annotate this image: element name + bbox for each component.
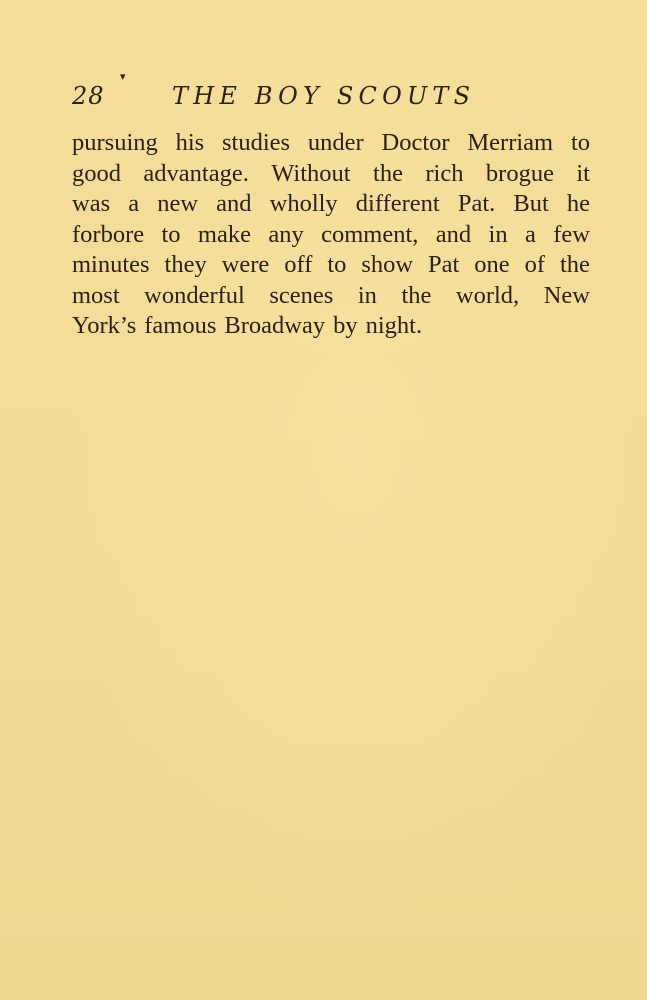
word: new: [157, 190, 199, 217]
word: to: [570, 129, 590, 156]
word: of: [524, 251, 546, 278]
word: off: [284, 251, 313, 278]
word: it: [576, 159, 590, 187]
word: they: [164, 251, 207, 278]
word: advantage.: [143, 159, 249, 187]
word: under: [307, 129, 364, 156]
word: one: [474, 251, 510, 278]
word: wonderful: [144, 281, 245, 309]
word: wholly: [269, 190, 338, 217]
word: to: [161, 220, 181, 248]
word: make: [197, 220, 251, 248]
running-title: THE BOY SCOUTS: [172, 82, 476, 110]
word: in: [488, 220, 508, 248]
page-header: [72, 70, 592, 118]
word: brogue: [485, 159, 554, 187]
text-line: [72, 311, 590, 342]
word: the: [373, 159, 403, 187]
word: show: [361, 251, 414, 278]
word: But: [513, 190, 549, 217]
word: few: [553, 220, 590, 248]
word: pursuing: [72, 129, 158, 156]
word: by: [333, 312, 358, 339]
text-line: [72, 159, 590, 190]
word: the: [560, 251, 590, 278]
word: rich: [425, 159, 464, 187]
word: most: [72, 281, 120, 309]
word: world,: [455, 281, 520, 309]
word: famous: [144, 312, 217, 339]
word: a: [524, 220, 536, 248]
text-line: [72, 189, 590, 220]
ornament-mark: ▾: [120, 70, 126, 83]
page-number: 28: [72, 82, 105, 110]
word: the: [401, 281, 432, 309]
word: New: [543, 281, 590, 309]
word: night.: [365, 312, 423, 339]
word: and: [216, 190, 252, 217]
word: studies: [222, 129, 291, 156]
word: different: [355, 190, 440, 217]
word: good: [72, 159, 121, 187]
word: and: [435, 220, 472, 248]
word: Pat: [428, 251, 460, 278]
text-line: [72, 250, 590, 281]
word: minutes: [72, 251, 150, 278]
word: Doctor: [381, 129, 450, 156]
word: a: [128, 190, 140, 217]
word: Merriam: [467, 129, 554, 156]
word: was: [72, 190, 111, 217]
word: comment,: [321, 220, 419, 248]
word: York’s: [72, 312, 137, 339]
word: his: [175, 129, 205, 156]
word: to: [327, 251, 347, 278]
text-line: [72, 281, 590, 312]
word: he: [566, 190, 590, 217]
word: Without: [271, 159, 351, 187]
word: Pat.: [457, 190, 496, 217]
word: any: [268, 220, 304, 248]
body-text: [72, 128, 590, 342]
text-line: [72, 128, 590, 159]
word: forbore: [72, 220, 145, 248]
word: Broadway: [224, 312, 326, 339]
text-line: [72, 220, 590, 251]
word: were: [221, 251, 270, 278]
word: in: [357, 281, 377, 309]
word: scenes: [269, 281, 334, 309]
